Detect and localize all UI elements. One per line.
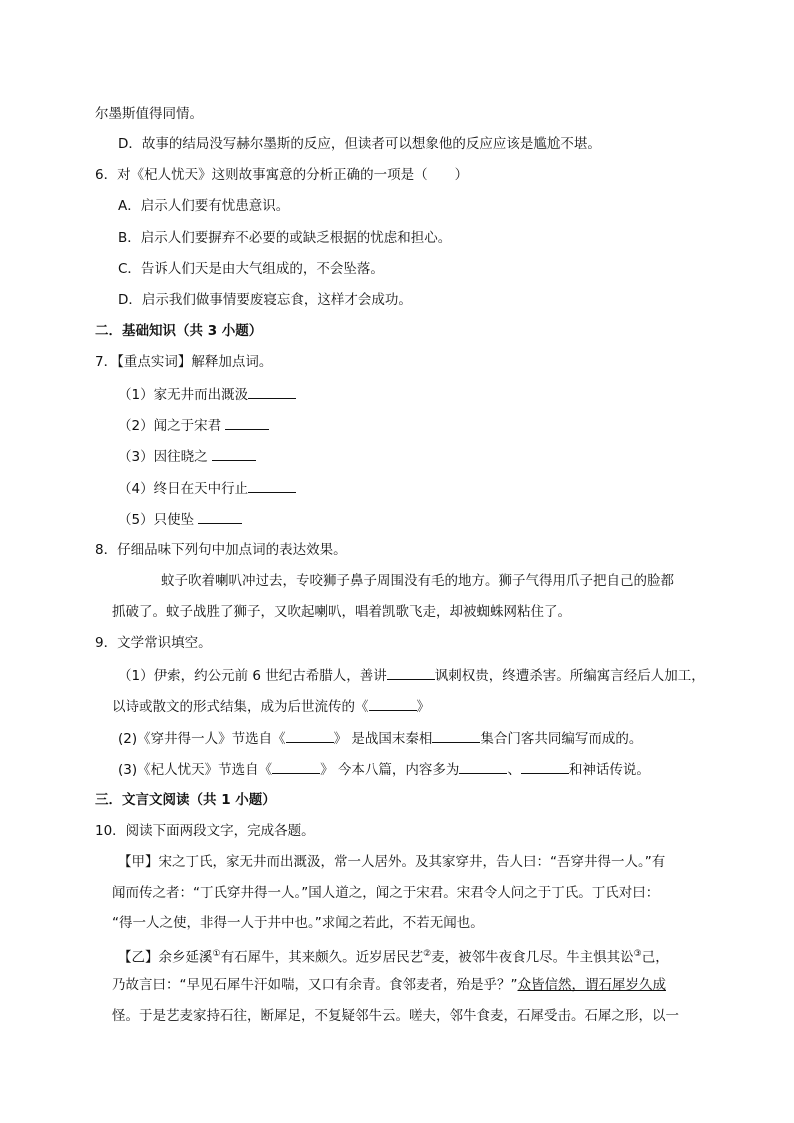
q9-text: (2)《穿井得一人》节选自《	[118, 731, 286, 747]
q9-item-1-line-1	[118, 665, 705, 686]
passage-text: 有石犀牛，其来颇久。近岁居民艺	[220, 949, 424, 966]
answer-blank[interactable]	[225, 415, 269, 430]
answer-blank[interactable]	[286, 728, 334, 743]
q7-item-3	[118, 446, 256, 467]
q6-option-c: C．告诉人们天是由大气组成的，不会坠落。	[118, 261, 384, 277]
answer-blank[interactable]	[248, 384, 296, 399]
section-3-heading: 三．文言文阅读（共 1 小题）	[95, 792, 276, 808]
passage-text: 【乙】余乡延溪	[118, 949, 213, 966]
q7-item-1-text: （1）家无井而出溉汲	[118, 387, 249, 403]
q7-item-5	[118, 509, 242, 530]
q8-passage-line-1: 蚊子吹着喇叭冲过去，专咬狮子鼻子周围没有毛的地方。狮子气得用爪子把自己的脸都	[161, 573, 674, 589]
q9-text: 、	[507, 762, 521, 778]
q6-stem: 6．对《杞人忧天》这则故事寓意的分析正确的一项是（ ）	[95, 167, 469, 183]
q5-option-d: D．故事的结局没写赫尔墨斯的反应，但读者可以想象他的反应应该是尴尬不堪。	[118, 136, 601, 152]
q7-item-5-text: （5）只使坠	[118, 512, 199, 528]
passage-text: 麦，被邻牛夜食几尽。牛主惧其讼	[431, 949, 634, 966]
footnote-marker: ③	[633, 949, 642, 959]
q6-option-d: D．启示我们做事情要废寝忘食，这样才会成功。	[118, 292, 412, 308]
q7-item-2	[118, 415, 269, 436]
q6-option-a: A．启示人们要有忧患意识。	[118, 198, 290, 214]
q9-item-1-line-2	[112, 696, 430, 717]
answer-blank[interactable]	[369, 696, 417, 711]
q9-item-2	[118, 728, 642, 749]
q7-stem: 7．【重点实词】解释加点词。	[95, 354, 273, 370]
passage-yi-line-2	[112, 975, 666, 995]
q9-text: 》 是战国末秦相	[333, 731, 433, 747]
q9-text: 和神话传说。	[568, 762, 650, 778]
answer-blank[interactable]	[432, 728, 480, 743]
passage-yi-line-3: 怪。于是艺麦家持石往，断犀足，不复疑邻牛云。嗟夫，邻牛食麦，石犀受击。石犀之形，以一	[112, 1008, 679, 1024]
underlined-sentence: 众皆信然，谓石犀岁久成	[517, 977, 666, 993]
passage-jia-line-1: 【甲】宋之丁氏，家无井而出溉汲，常一人居外。及其家穿井，告人曰：“吾穿井得一人。”有	[118, 854, 666, 870]
footnote-marker: ①	[212, 949, 221, 959]
q9-text: 集合门客共同编写而成的。	[480, 731, 643, 747]
q9-stem: 9．文学常识填空。	[95, 635, 212, 651]
q9-text: 》	[416, 699, 430, 715]
passage-jia-line-2: 闻而传之者：“丁氏穿井得一人。”国人道之，闻之于宋君。宋君令人问之于丁氏。丁氏对曰：	[112, 885, 660, 901]
answer-blank[interactable]	[248, 478, 296, 493]
passage-text: 己，	[641, 949, 669, 966]
answer-blank[interactable]	[198, 509, 242, 524]
answer-blank[interactable]	[459, 759, 507, 774]
q7-item-4	[118, 478, 296, 499]
q9-text: 讽刺权贵，终遭杀害。所编寓言经后人加工，	[434, 668, 705, 684]
passage-yi-line-1	[118, 944, 669, 968]
q9-text: （1）伊索，约公元前 6 世纪古希腊人，善讲	[118, 668, 387, 684]
answer-blank[interactable]	[387, 665, 435, 680]
q5-option-c-continued: 尔墨斯值得同情。	[95, 106, 203, 122]
q6-option-b: B．启示人们要摒弃不必要的或缺乏根据的忧虑和担心。	[118, 230, 452, 246]
passage-text: 乃故言曰：“早见石犀牛汗如喘，又口有余青。食邻麦者，殆是乎？”	[112, 977, 518, 993]
q8-stem: 8．仔细品味下列句中加点词的表达效果。	[95, 542, 347, 558]
q9-item-3	[118, 759, 650, 780]
q9-text: 》 今本八篇，内容多为	[320, 762, 460, 778]
q7-item-3-text: （3）因往晓之	[118, 449, 212, 465]
answer-blank[interactable]	[212, 446, 256, 461]
q9-text: 以诗或散文的形式结集，成为后世流传的《	[112, 699, 369, 715]
answer-blank[interactable]	[272, 759, 320, 774]
q7-item-4-text: （4）终日在天中行止	[118, 481, 249, 497]
footnote-marker: ②	[423, 949, 432, 959]
q7-item-1	[118, 384, 296, 405]
q8-passage-line-2: 抓破了。蚊子战胜了狮子，又吹起喇叭，唱着凯歌飞走，却被蜘蛛网粘住了。	[112, 604, 571, 620]
q9-text: (3)《杞人忧天》节选自《	[118, 762, 273, 778]
passage-jia-line-3: “得一人之使，非得一人于井中也。”求闻之若此，不若无闻也。	[112, 915, 484, 931]
q7-item-2-text: （2）闻之于宋君	[118, 418, 226, 434]
q10-stem: 10．阅读下面两段文字，完成各题。	[95, 823, 315, 839]
answer-blank[interactable]	[521, 759, 569, 774]
section-2-heading: 二．基础知识（共 3 小题）	[95, 323, 263, 339]
